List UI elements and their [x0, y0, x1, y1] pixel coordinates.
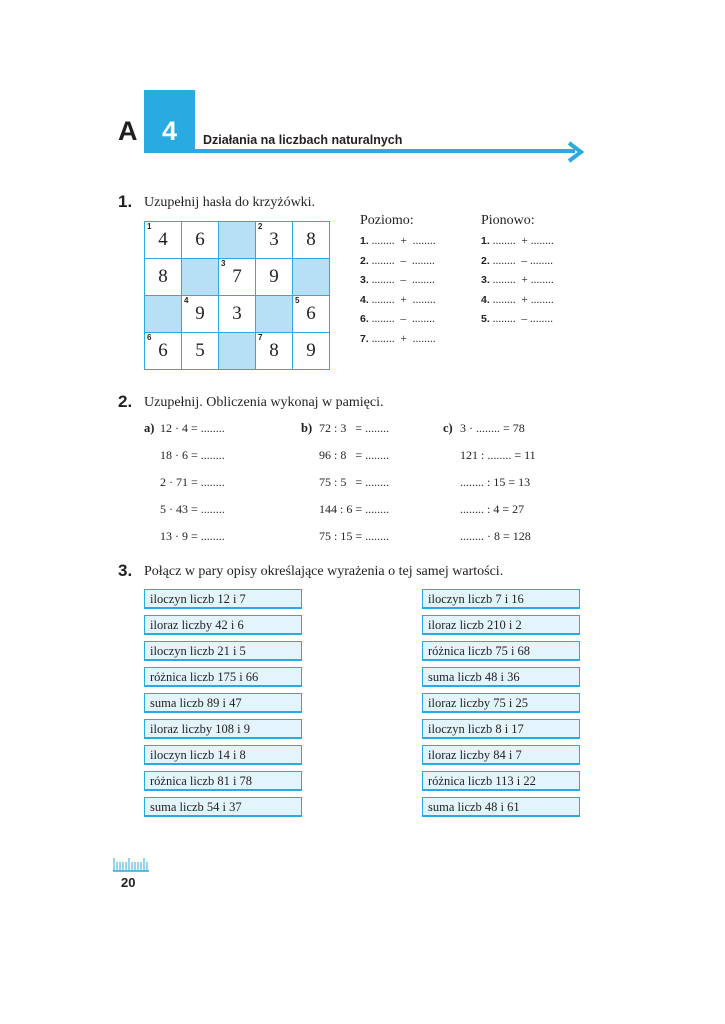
down-clue: 2. ........ – ........	[481, 254, 554, 267]
crossword-cell	[218, 221, 256, 259]
cell-digit: 9	[306, 340, 316, 361]
exercise-col-a: 13 · 9 = ........	[160, 529, 225, 543]
section-number: 4	[161, 116, 178, 146]
match-box-right[interactable]: różnica liczb 113 i 22	[422, 771, 580, 791]
task3-instruction: Połącz w pary opisy określające wyrażenia o tej samej wartości.	[144, 564, 504, 579]
crossword-cell	[218, 295, 256, 333]
label-a: a)	[144, 421, 155, 435]
across-clue: 7. ........ + ........	[360, 333, 436, 345]
exercise-col-b: 75 : 5 = ........	[319, 475, 390, 489]
cell-digit: 3	[269, 229, 279, 250]
crossword-cell	[181, 258, 219, 296]
match-box-left[interactable]: iloraz liczby 108 i 9	[144, 719, 302, 739]
exercise-col-c: 3 · ........ = 78	[460, 421, 525, 435]
crossword-cell	[292, 332, 330, 370]
match-box-left[interactable]: iloczyn liczb 21 i 5	[144, 641, 302, 661]
crossword-cell	[255, 221, 293, 259]
cell-digit: 9	[195, 303, 205, 324]
match-box-right[interactable]: iloraz liczb 210 i 2	[422, 615, 580, 635]
task2-instruction: Uzupełnij. Obliczenia wykonaj w pamięci.	[144, 395, 384, 410]
crossword-cell	[292, 221, 330, 259]
task3-number: 3.	[118, 561, 133, 580]
task2-number: 2.	[118, 392, 133, 411]
across-title: Poziomo:	[360, 213, 414, 228]
match-box-left[interactable]: iloraz liczby 42 i 6	[144, 615, 302, 635]
exercise-col-b: 75 : 15 = ........	[319, 529, 390, 543]
cell-digit: 4	[158, 229, 168, 250]
cell-clue-number: 7	[258, 333, 263, 342]
cell-clue-number: 3	[221, 259, 226, 268]
label-c: c)	[443, 421, 453, 435]
crossword-cell	[144, 221, 182, 259]
cell-clue-number: 5	[295, 296, 300, 305]
match-box-left[interactable]: iloczyn liczb 12 i 7	[144, 589, 302, 609]
match-box-left[interactable]: różnica liczb 81 i 78	[144, 771, 302, 791]
crossword-cell	[144, 332, 182, 370]
cell-digit: 8	[158, 266, 168, 287]
crossword-cell	[255, 258, 293, 296]
cell-digit: 3	[232, 303, 242, 324]
cell-clue-number: 4	[184, 296, 189, 305]
crossword-cell	[255, 332, 293, 370]
crossword-cell	[218, 258, 256, 296]
cell-digit: 6	[195, 229, 205, 250]
crossword-cell	[292, 295, 330, 333]
match-box-left[interactable]: suma liczb 54 i 37	[144, 797, 302, 817]
match-box-left[interactable]: suma liczb 89 i 47	[144, 693, 302, 713]
crossword-cell	[181, 295, 219, 333]
match-box-right[interactable]: suma liczb 48 i 61	[422, 797, 580, 817]
task1-number: 1.	[118, 192, 133, 211]
crossword-cell	[218, 332, 256, 370]
cell-digit: 6	[158, 340, 168, 361]
match-box-right[interactable]: różnica liczb 75 i 68	[422, 641, 580, 661]
exercise-col-c: ........ : 15 = 13	[460, 475, 531, 489]
crossword-cell	[144, 295, 182, 333]
task1-instruction: Uzupełnij hasła do krzyżówki.	[144, 195, 316, 210]
across-clue: 4. ........ + ........	[360, 293, 436, 306]
exercise-col-b: 72 : 3 = ........	[319, 421, 390, 435]
cell-clue-number: 2	[258, 222, 263, 231]
match-box-right[interactable]: iloczyn liczb 8 i 17	[422, 719, 580, 739]
match-box-right[interactable]: iloraz liczby 84 i 7	[422, 745, 580, 765]
crossword-cell	[255, 295, 293, 333]
across-clue: 3. ........ – ........	[360, 274, 435, 287]
down-clue: 1. ........ + ........	[481, 235, 554, 247]
crossword-cell	[292, 258, 330, 296]
cell-digit: 8	[269, 340, 279, 361]
cell-digit: 5	[195, 340, 205, 361]
exercise-col-a: 2 · 71 = ........	[160, 475, 225, 489]
match-box-right[interactable]: iloczyn liczb 7 i 16	[422, 589, 580, 609]
exercise-col-c: 121 : ........ = 11	[460, 448, 536, 462]
match-box-left[interactable]: różnica liczb 175 i 66	[144, 667, 302, 687]
across-clue: 1. ........ + ........	[360, 235, 436, 247]
exercise-col-b: 96 : 8 = ........	[319, 448, 390, 462]
down-clue: 3. ........ + ........	[481, 274, 554, 287]
exercise-col-c: ........ · 8 = 128	[460, 529, 531, 543]
across-clue: 6. ........ – ........	[360, 313, 435, 326]
label-b: b)	[301, 421, 313, 435]
down-clue: 4. ........ + ........	[481, 293, 554, 306]
match-box-left[interactable]: iloczyn liczb 14 i 8	[144, 745, 302, 765]
cell-clue-number: 6	[147, 333, 152, 342]
cell-clue-number: 1	[147, 222, 152, 231]
match-box-right[interactable]: iloraz liczby 75 i 25	[422, 693, 580, 713]
section-letter: A	[118, 116, 138, 146]
header-rule	[195, 149, 575, 153]
exercise-col-c: ........ : 4 = 27	[460, 502, 525, 516]
crossword-cell	[181, 221, 219, 259]
arrow-right-icon	[566, 141, 586, 163]
ruler-icon	[113, 856, 149, 872]
cell-digit: 6	[306, 303, 316, 324]
section-title: Działania na liczbach naturalnych	[203, 133, 403, 147]
crossword-cell	[144, 258, 182, 296]
page-number: 20	[121, 875, 136, 890]
exercise-col-a: 12 · 4 = ........	[160, 421, 225, 435]
across-clue: 2. ........ – ........	[360, 254, 435, 267]
down-clue: 5. ........ – ........	[481, 313, 554, 326]
exercise-col-a: 5 · 43 = ........	[160, 502, 225, 516]
down-title: Pionowo:	[481, 213, 535, 228]
crossword-cell	[181, 332, 219, 370]
match-box-right[interactable]: suma liczb 48 i 36	[422, 667, 580, 687]
exercise-col-b: 144 : 6 = ........	[319, 502, 390, 516]
cell-digit: 7	[232, 266, 242, 287]
cell-digit: 9	[269, 266, 279, 287]
exercise-col-a: 18 · 6 = ........	[160, 448, 225, 462]
cell-digit: 8	[306, 229, 316, 250]
